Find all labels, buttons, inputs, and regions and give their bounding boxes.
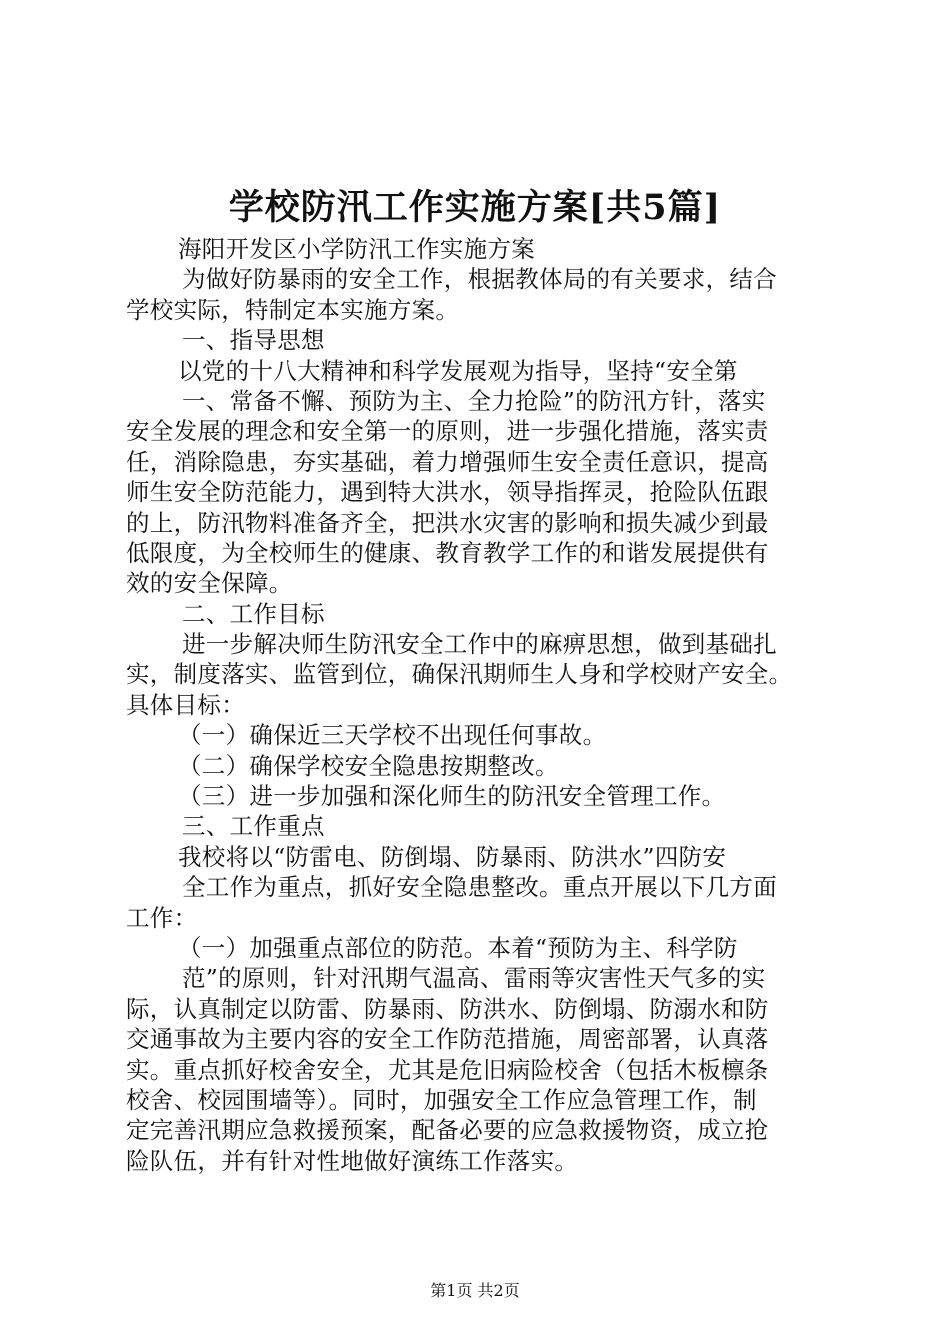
paragraph-line: 定完善汛期应急救援预案，配备必要的应急救援物资，成立抢 [126,1116,769,1145]
paragraph-line: 学校实际，特制定本实施方案。 [126,295,460,324]
section-heading: 三、工作重点 [182,812,325,841]
paragraph-line: 安全发展的理念和安全第一的原则，进一步强化措施，落实责 [126,417,769,446]
paragraph-line: 校舍、校园围墙等）。同时，加强安全工作应急管理工作，制 [126,1085,757,1114]
document-body [126,234,841,1176]
paragraph-line: 交通事故为主要内容的安全工作防范措施，周密部署，认真落 [126,1025,769,1054]
paragraph-line: 为做好防暴雨的安全工作，根据教体局的有关要求，结合 [182,265,777,294]
paragraph-line: 低限度，为全校师生的健康、教育教学工作的和谐发展提供有 [126,538,769,567]
paragraph-line: 全工作为重点，抓好安全隐患整改。重点开展以下几方面 [182,873,777,902]
section-heading: 一、指导思想 [182,326,325,355]
page-number-footer: 第1页 共2页 [430,1281,520,1300]
list-item: （一）确保近三天学校不出现任何事故。 [178,721,607,750]
paragraph-line: 进一步解决师生防汛安全工作中的麻痹思想，做到基础扎 [182,630,777,659]
document-title: 学校防汛工作实施方案[共5篇] [228,187,722,228]
paragraph-line: 效的安全保障。 [126,569,293,598]
paragraph-line: 一、常备不懈、预防为主、全力抢险”的防汛方针，落实 [182,386,766,415]
paragraph-line: 以党的十八大精神和科学发展观为指导，坚持“安全第 [178,356,738,385]
paragraph-line: 实。重点抓好校舍安全，尤其是危旧病险校舍（包括木板檩条 [126,1055,769,1084]
paragraph-line: 任，消除隐患，夯实基础，着力增强师生安全责任意识，提高 [126,447,769,476]
paragraph-line: 险队伍，并有针对性地做好演练工作落实。 [126,1146,579,1175]
paragraph-line: 际，认真制定以防雷、防暴雨、防洪水、防倒塌、防溺水和防 [126,994,769,1023]
paragraph-line: 我校将以“防雷电、防倒塌、防暴雨、防洪水”四防安 [178,842,727,871]
paragraph-line: 范”的原则，针对汛期气温高、雷雨等灾害性天气多的实 [182,964,766,993]
section-heading: 二、工作目标 [182,599,325,628]
paragraph-line: 师生安全防范能力，遇到特大洪水，领导指挥灵，抢险队伍跟 [126,478,769,507]
paragraph-line: 工作： [126,903,198,932]
paragraph-line: 具体目标： [126,690,245,719]
paragraph-line: （一）加强重点部位的防范。本着“预防为主、科学防 [178,933,738,962]
paragraph-line: 的上，防汛物料准备齐全，把洪水灾害的影响和损失减少到最 [126,508,769,537]
paragraph-line: 实，制度落实、监管到位，确保汛期师生人身和学校财产安全。 [126,660,793,689]
list-item: （三）进一步加强和深化师生的防汛安全管理工作。 [178,782,726,811]
list-item: （二）确保学校安全隐患按期整改。 [178,751,559,780]
subtitle-line: 海阳开发区小学防汛工作实施方案 [178,235,535,263]
